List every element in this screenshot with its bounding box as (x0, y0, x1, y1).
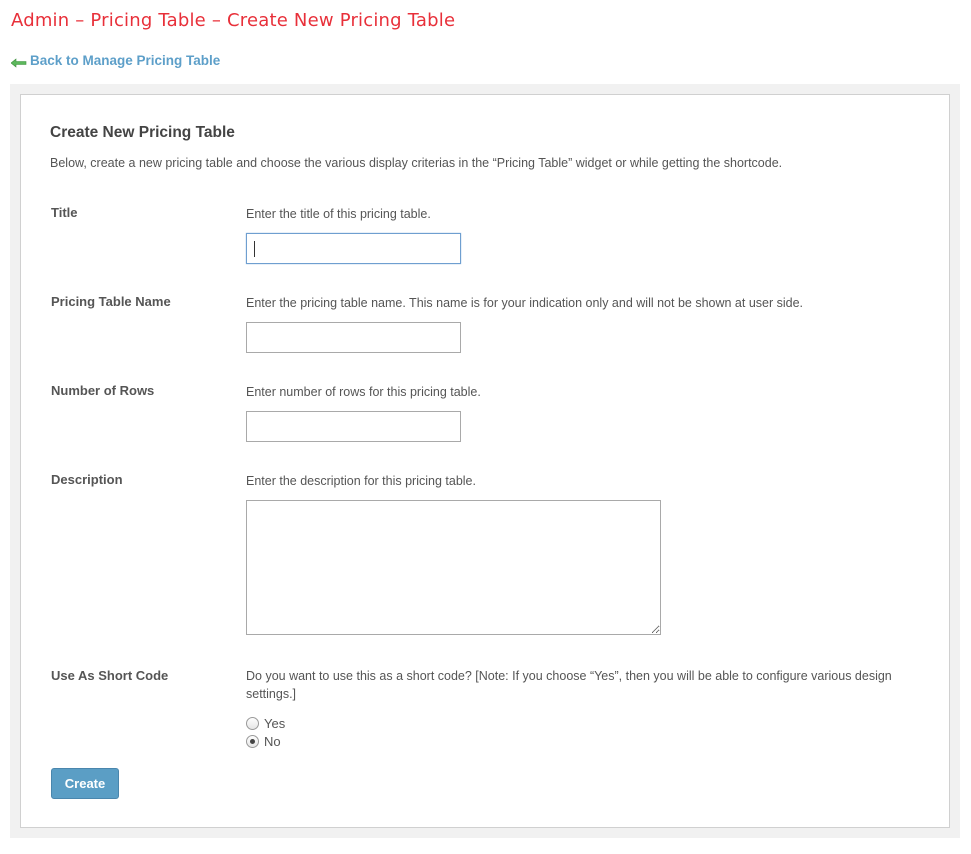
radio-no-label: No (264, 734, 281, 749)
radio-yes-label: Yes (264, 716, 286, 731)
content-area (10, 84, 960, 838)
title-help: Enter the title of this pricing table. (246, 207, 431, 221)
page-title: Admin – Pricing Table – Create New Pricing Table (11, 10, 456, 31)
create-button[interactable]: Create (51, 768, 119, 799)
description-label: Description (51, 472, 123, 487)
back-arrow-icon (11, 56, 27, 66)
text-caret (254, 241, 255, 257)
description-textarea[interactable] (246, 500, 661, 635)
short-code-yes-option[interactable] (246, 716, 285, 731)
panel-intro: Below, create a new pricing table and choose the various display criterias in the “Pricing Table” widget or while getting the shortcode. (50, 156, 783, 170)
title-input[interactable] (246, 233, 461, 264)
back-to-manage-link[interactable] (11, 53, 220, 68)
short-code-help: Do you want to use this as a short code? [Note: If you choose “Yes”, then you will be able to configure various design settings.] (246, 669, 892, 701)
description-help: Enter the description for this pricing table. (246, 474, 476, 488)
back-link-label: Back to Manage Pricing Table (30, 53, 221, 68)
pricing-table-name-help: Enter the pricing table name. This name is for your indication only and will not be shown at user side. (246, 296, 804, 310)
pricing-table-name-label: Pricing Table Name (51, 294, 171, 309)
number-of-rows-input[interactable] (246, 411, 461, 442)
panel-title: Create New Pricing Table (50, 124, 235, 141)
create-form-panel (20, 94, 950, 828)
short-code-label: Use As Short Code (51, 668, 169, 683)
short-code-no-option[interactable] (246, 734, 281, 749)
title-label: Title (51, 205, 78, 220)
number-of-rows-label: Number of Rows (51, 383, 155, 398)
radio-yes[interactable] (246, 717, 259, 730)
radio-no[interactable] (246, 735, 259, 748)
pricing-table-name-input[interactable] (246, 322, 461, 353)
number-of-rows-help: Enter number of rows for this pricing table. (246, 385, 481, 399)
